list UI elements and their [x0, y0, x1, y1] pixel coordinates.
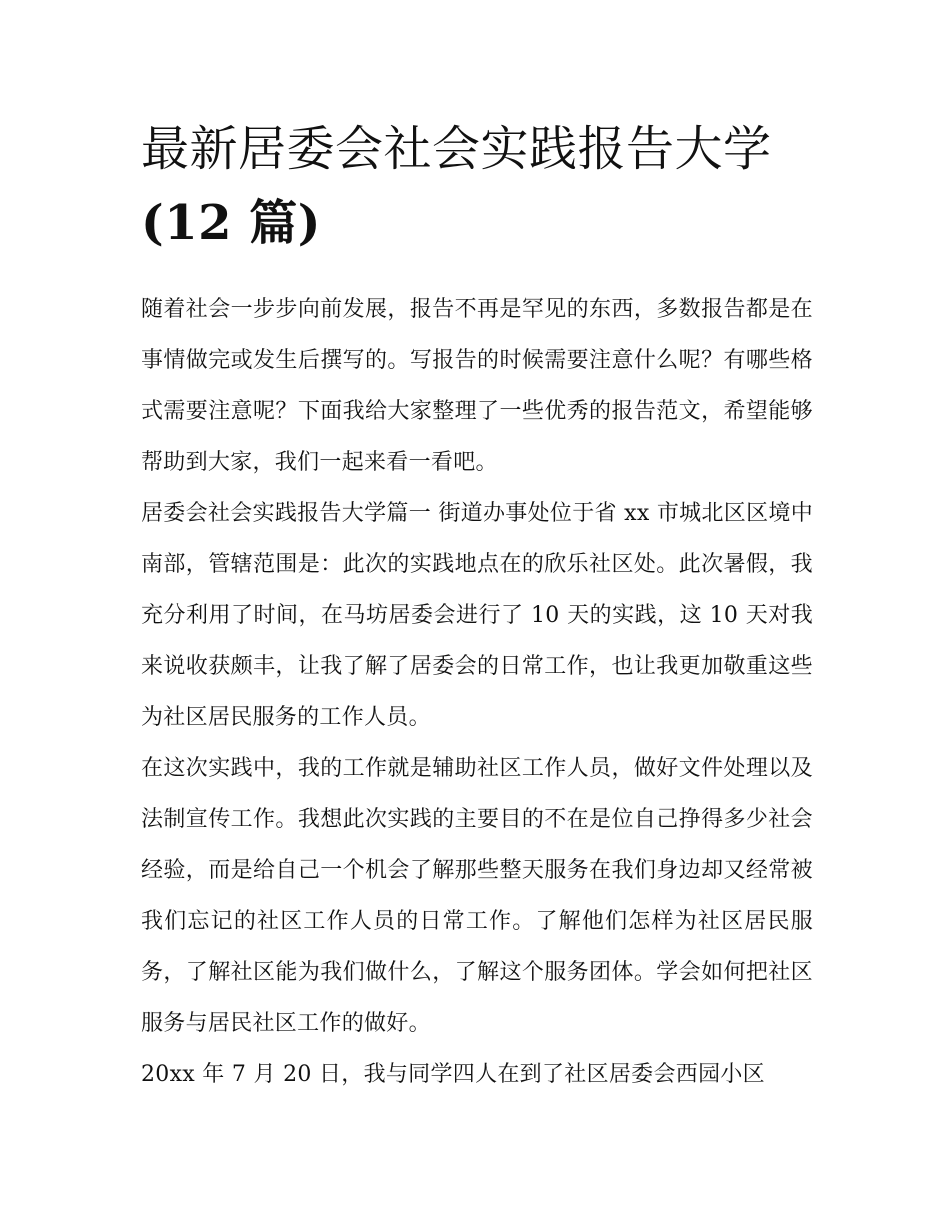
- document-title: [141, 112, 813, 260]
- paragraph-report-1: 居委会社会实践报告大学篇一 街道办事处位于省 xx 市城北区区境中南部，管辖范围是：此次的实践地点在的欣乐社区处。此次暑假，我充分利用了时间，在马坊居委会进行了 10 天的实践，这 10 天对我来说收获颇丰，让我了解了居委会的日常工作，也让我更加敬重这些为社区居民服务的工作人员。: [141, 501, 813, 730]
- title-line-1: 最新居委会社会实践报告大学: [141, 121, 772, 177]
- paragraph-date-start: 20xx 年 7 月 20 日，我与同学四人在到了社区居委会西园小区: [141, 1062, 765, 1087]
- document-body: [141, 284, 813, 1100]
- title-line-2: (12 篇): [141, 195, 321, 251]
- document-page: [141, 112, 813, 1100]
- paragraph-work-content: 在这次实践中，我的工作就是辅助社区工作人员，做好文件处理以及法制宣传工作。我想此次实践的主要目的不在是位自己挣得多少社会经验，而是给自己一个机会了解那些整天服务在我们身边却又经常被我们忘记的社区工作人员的日常工作。了解他们怎样为社区居民服务，了解社区能为我们做什么，了解这个服务团体。学会如何把社区服务与居民社区工作的做好。: [141, 756, 813, 1036]
- paragraph-intro: 随着社会一步步向前发展，报告不再是罕见的东西，多数报告都是在事情做完或发生后撰写的。写报告的时候需要注意什么呢？有哪些格式需要注意呢？下面我给大家整理了一些优秀的报告范文，希望能够帮助到大家，我们一起来看一看吧。: [141, 297, 813, 475]
